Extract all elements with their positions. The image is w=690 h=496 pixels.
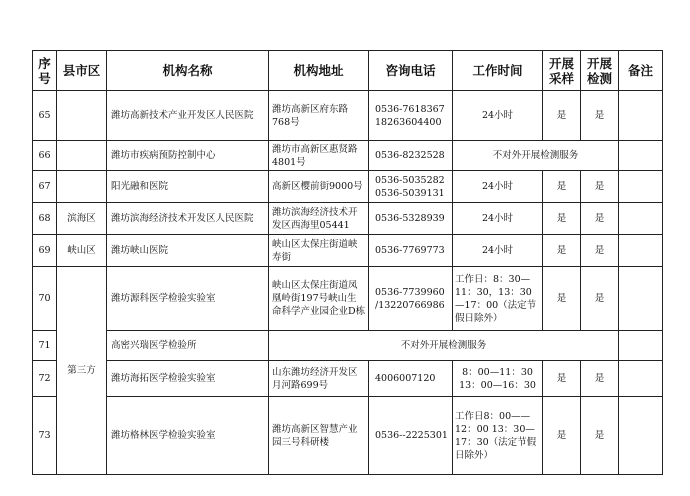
row-phone: 0536-7739960 /13220766986 xyxy=(369,267,453,331)
row-no: 65 xyxy=(33,91,57,141)
row-name: 高密兴瑞医学检验所 xyxy=(107,331,269,361)
row-address: 峡山区太保庄街道峡寿街 xyxy=(269,235,369,267)
row-address: 高新区樱前街9000号 xyxy=(269,171,369,203)
row-testing: 是 xyxy=(581,91,619,141)
row-testing: 是 xyxy=(581,171,619,203)
header-county: 县市区 xyxy=(57,51,107,91)
header-testing: 开展检测 xyxy=(581,51,619,91)
row-sampling: 是 xyxy=(543,91,581,141)
row-remark xyxy=(619,361,663,397)
row-phone: 0536-7618367 18263604400 xyxy=(369,91,453,141)
row-hours: 工作日8：00——12：00 13：30—17：30（法定节假日除外） xyxy=(453,397,543,475)
row-sampling: 是 xyxy=(543,171,581,203)
row-address: 山东潍坊经济开发区月河路699号 xyxy=(269,361,369,397)
row-hours: 8：00—11：30 13：00—16：30 xyxy=(453,361,543,397)
row-sampling: 是 xyxy=(543,361,581,397)
row-testing: 是 xyxy=(581,361,619,397)
row-no: 70 xyxy=(33,267,57,331)
row-no: 66 xyxy=(33,141,57,171)
row-phone: 4006007120 xyxy=(369,361,453,397)
header-row xyxy=(33,51,663,91)
row-name: 潍坊格林医学检验实验室 xyxy=(107,397,269,475)
row-remark xyxy=(619,397,663,475)
row-phone: 0536-7769773 xyxy=(369,235,453,267)
row-remark xyxy=(619,141,663,171)
row-remark xyxy=(619,267,663,331)
row-county: 滨海区 xyxy=(57,203,107,235)
row-no: 67 xyxy=(33,171,57,203)
table-row xyxy=(33,235,663,267)
header-name: 机构名称 xyxy=(107,51,269,91)
row-testing: 是 xyxy=(581,203,619,235)
row-name: 潍坊源科医学检验实验室 xyxy=(107,267,269,331)
row-remark xyxy=(619,331,663,361)
row-phone: 0536-5035282 0536-5039131 xyxy=(369,171,453,203)
row-name: 潍坊海拓医学检验实验室 xyxy=(107,361,269,397)
table-row xyxy=(33,203,663,235)
table-row xyxy=(33,361,663,397)
row-name: 潍坊市疾病预防控制中心 xyxy=(107,141,269,171)
header-remark: 备注 xyxy=(619,51,663,91)
row-no: 69 xyxy=(33,235,57,267)
row-no: 72 xyxy=(33,361,57,397)
header-no: 序号 xyxy=(33,51,57,91)
row-phone: 0536-5328939 xyxy=(369,203,453,235)
row-remark xyxy=(619,203,663,235)
third-party-cell: 第三方 xyxy=(57,267,107,475)
row-county xyxy=(57,171,107,203)
row-address: 潍坊滨海经济技术开发区西海里05441 xyxy=(269,203,369,235)
row-testing: 是 xyxy=(581,267,619,331)
row-testing: 是 xyxy=(581,397,619,475)
row-remark xyxy=(619,171,663,203)
row-name: 阳光融和医院 xyxy=(107,171,269,203)
row-phone: 0536--2225301 xyxy=(369,397,453,475)
row-testing: 是 xyxy=(581,235,619,267)
row-hours: 24小时 xyxy=(453,235,543,267)
row-address: 峡山区太保庄街道凤凰岭街197号峡山生命科学产业园企业D栋 xyxy=(269,267,369,331)
row-hours: 24小时 xyxy=(453,171,543,203)
table-row xyxy=(33,91,663,141)
header-sampling: 开展采样 xyxy=(543,51,581,91)
row-hours: 工作日：8：30—11：30，13：30—17：00（法定节假日除外） xyxy=(453,267,543,331)
row-remark xyxy=(619,235,663,267)
row-name: 潍坊峡山医院 xyxy=(107,235,269,267)
row-sampling: 是 xyxy=(543,235,581,267)
table-row xyxy=(33,171,663,203)
row-name: 潍坊高新技术产业开发区人民医院 xyxy=(107,91,269,141)
header-hours: 工作时间 xyxy=(453,51,543,91)
row-no: 73 xyxy=(33,397,57,475)
row-sampling: 是 xyxy=(543,203,581,235)
institution-table xyxy=(32,50,663,475)
row-address: 潍坊高新区府东路768号 xyxy=(269,91,369,141)
header-address: 机构地址 xyxy=(269,51,369,91)
table-row xyxy=(33,141,663,171)
row-phone: 0536-8232528 xyxy=(369,141,453,171)
row-note: 不对外开展检测服务 xyxy=(269,331,619,361)
row-county xyxy=(57,141,107,171)
row-no: 71 xyxy=(33,331,57,361)
row-note: 不对外开展检测服务 xyxy=(453,141,619,171)
row-name: 潍坊滨海经济技术开发区人民医院 xyxy=(107,203,269,235)
row-sampling: 是 xyxy=(543,397,581,475)
row-address: 潍坊高新区智慧产业园三号科研楼 xyxy=(269,397,369,475)
row-remark xyxy=(619,91,663,141)
row-county xyxy=(57,91,107,141)
table-row xyxy=(33,397,663,475)
row-county: 峡山区 xyxy=(57,235,107,267)
header-phone: 咨询电话 xyxy=(369,51,453,91)
row-sampling: 是 xyxy=(543,267,581,331)
row-hours: 24小时 xyxy=(453,91,543,141)
row-hours: 24小时 xyxy=(453,203,543,235)
row-address: 潍坊市高新区惠贤路4801号 xyxy=(269,141,369,171)
row-no: 68 xyxy=(33,203,57,235)
table-row xyxy=(33,267,663,331)
table-row xyxy=(33,331,663,361)
